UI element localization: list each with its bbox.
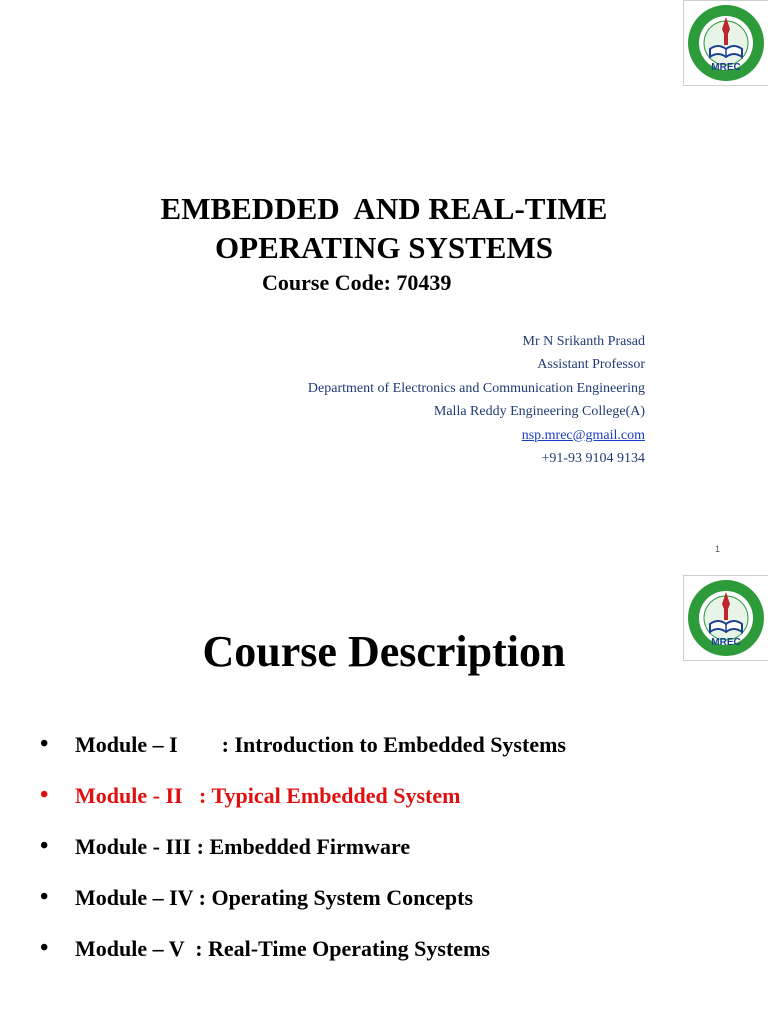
bullet-icon: • bbox=[40, 833, 49, 859]
course-description-title: Course Description bbox=[202, 627, 566, 676]
module-label: Module - III : Embedded Firmware bbox=[75, 834, 411, 859]
college-logo-icon bbox=[686, 3, 766, 83]
bullet-icon: • bbox=[40, 782, 49, 808]
bullet-icon: • bbox=[40, 884, 49, 910]
title-line-1: EMBEDDED AND REAL-TIME bbox=[160, 191, 608, 226]
module-item-5 bbox=[40, 935, 566, 986]
author-info bbox=[308, 330, 645, 470]
title-line-2: OPERATING SYSTEMS bbox=[215, 230, 553, 265]
module-item-1 bbox=[40, 731, 566, 782]
author-name: Mr N Srikanth Prasad bbox=[522, 334, 645, 349]
module-item-4 bbox=[40, 884, 566, 935]
slide-title bbox=[0, 189, 768, 267]
module-label: Module - II : Typical Embedded System bbox=[75, 783, 461, 808]
author-designation: Assistant Professor bbox=[537, 357, 645, 373]
module-label: Module – IV : Operating System Concepts bbox=[75, 885, 474, 910]
author-college: Malla Reddy Engineering College(A) bbox=[433, 404, 645, 420]
module-list bbox=[40, 731, 566, 986]
phone-number: +91-93 9104 9134 bbox=[541, 451, 645, 467]
bullet-icon: • bbox=[40, 731, 49, 757]
bullet-icon: • bbox=[40, 935, 49, 961]
module-item-3 bbox=[40, 833, 566, 884]
college-logo bbox=[683, 0, 768, 86]
module-label: Module – I : Introduction to Embedded Systems bbox=[75, 732, 566, 757]
svg-text:MREC: MREC bbox=[711, 62, 741, 73]
email-link[interactable]: nsp.mrec@gmail.com bbox=[521, 427, 645, 443]
course-code: Course Code: 70439 bbox=[262, 270, 452, 295]
svg-text:MREC: MREC bbox=[711, 637, 741, 648]
module-item-2 bbox=[40, 782, 566, 833]
author-department: Department of Electronics and Communication Engineering bbox=[307, 380, 645, 396]
slide-2 bbox=[0, 565, 768, 1024]
page-number: 1 bbox=[715, 544, 721, 554]
module-label: Module – V : Real-Time Operating Systems bbox=[75, 936, 490, 961]
